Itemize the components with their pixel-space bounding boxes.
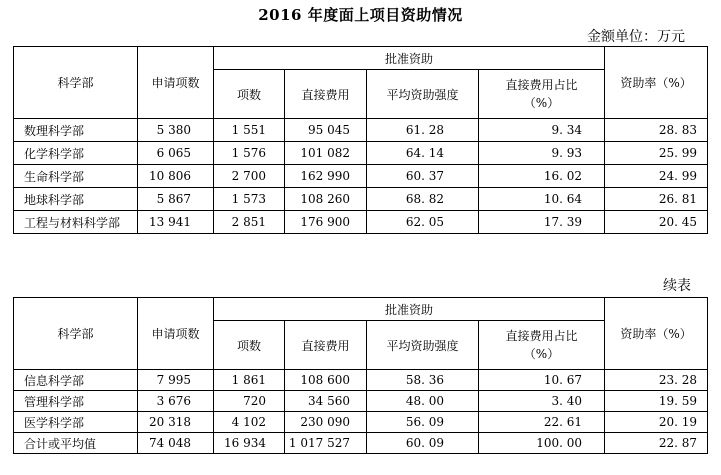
cell-avg-intensity: 60. 37 (367, 165, 479, 188)
cell-avg-intensity: 64. 14 (367, 142, 479, 165)
cell-count: 4 102 (214, 412, 285, 433)
cell-funding-rate: 26. 81 (605, 188, 708, 211)
header-direct-ratio-line1: 直接费用占比 (505, 329, 578, 343)
cell-count: 720 (214, 391, 285, 412)
header-direct-cost: 直接费用 (285, 321, 367, 370)
header-direct-ratio-line2: （%） (523, 347, 560, 361)
cell-dept: 工程与材料科学部 (14, 211, 138, 234)
funding-table-part2 (13, 297, 708, 454)
cell-count: 1 573 (214, 188, 285, 211)
cell-direct-cost: 162 990 (285, 165, 367, 188)
header-count: 项数 (214, 70, 285, 119)
cell-direct-ratio: 100. 00 (479, 433, 605, 454)
header-funding-rate: 资助率（%） (605, 47, 708, 119)
cell-funding-rate: 19. 59 (605, 391, 708, 412)
cell-funding-rate: 23. 28 (605, 370, 708, 391)
cell-direct-ratio: 22. 61 (479, 412, 605, 433)
header-count: 项数 (214, 321, 285, 370)
header-applications: 申请项数 (138, 298, 214, 370)
table-header-row (14, 298, 708, 321)
cell-count: 1 576 (214, 142, 285, 165)
cell-avg-intensity: 58. 36 (367, 370, 479, 391)
cell-count: 16 934 (214, 433, 285, 454)
cell-avg-intensity: 48. 00 (367, 391, 479, 412)
cell-avg-intensity: 60. 09 (367, 433, 479, 454)
cell-dept: 合计或平均值 (14, 433, 138, 454)
cell-direct-cost: 230 090 (285, 412, 367, 433)
cell-applications: 5 380 (138, 119, 214, 142)
cell-funding-rate: 20. 45 (605, 211, 708, 234)
cell-funding-rate: 24. 99 (605, 165, 708, 188)
header-avg-intensity: 平均资助强度 (367, 70, 479, 119)
table-header-row (14, 47, 708, 70)
cell-dept: 化学科学部 (14, 142, 138, 165)
cell-direct-ratio: 16. 02 (479, 165, 605, 188)
cell-count: 1 551 (214, 119, 285, 142)
cell-applications: 6 065 (138, 142, 214, 165)
cell-direct-ratio: 9. 34 (479, 119, 605, 142)
header-direct-ratio (479, 70, 605, 119)
table-row (14, 165, 708, 188)
header-approved: 批准资助 (214, 298, 605, 321)
cell-direct-ratio: 10. 67 (479, 370, 605, 391)
cell-direct-ratio: 3. 40 (479, 391, 605, 412)
cell-direct-cost: 1 017 527 (285, 433, 367, 454)
cell-avg-intensity: 61. 28 (367, 119, 479, 142)
cell-avg-intensity: 62. 05 (367, 211, 479, 234)
cell-direct-cost: 34 560 (285, 391, 367, 412)
cell-direct-ratio: 10. 64 (479, 188, 605, 211)
cell-applications: 3 676 (138, 391, 214, 412)
cell-count: 1 861 (214, 370, 285, 391)
cell-applications: 7 995 (138, 370, 214, 391)
header-dept: 科学部 (14, 47, 138, 119)
cell-direct-cost: 176 900 (285, 211, 367, 234)
cell-dept: 生命科学部 (14, 165, 138, 188)
cell-avg-intensity: 56. 09 (367, 412, 479, 433)
cell-funding-rate: 20. 19 (605, 412, 708, 433)
cell-direct-cost: 101 082 (285, 142, 367, 165)
header-avg-intensity: 平均资助强度 (367, 321, 479, 370)
cell-avg-intensity: 68. 82 (367, 188, 479, 211)
cell-dept: 管理科学部 (14, 391, 138, 412)
table-row (14, 142, 708, 165)
table-row (14, 119, 708, 142)
unit-note: 金额单位：万元 (587, 29, 685, 45)
continued-label: 续表 (663, 278, 691, 294)
table-row (14, 433, 708, 454)
header-funding-rate: 资助率（%） (605, 298, 708, 370)
table-row (14, 370, 708, 391)
cell-direct-ratio: 17. 39 (479, 211, 605, 234)
cell-applications: 13 941 (138, 211, 214, 234)
cell-dept: 地球科学部 (14, 188, 138, 211)
cell-applications: 74 048 (138, 433, 214, 454)
cell-funding-rate: 25. 99 (605, 142, 708, 165)
cell-dept: 信息科学部 (14, 370, 138, 391)
cell-count: 2 700 (214, 165, 285, 188)
cell-funding-rate: 28. 83 (605, 119, 708, 142)
cell-applications: 5 867 (138, 188, 214, 211)
header-direct-ratio (479, 321, 605, 370)
cell-dept: 数理科学部 (14, 119, 138, 142)
cell-direct-cost: 95 045 (285, 119, 367, 142)
funding-table-part1 (13, 46, 708, 234)
cell-applications: 10 806 (138, 165, 214, 188)
cell-direct-cost: 108 260 (285, 188, 367, 211)
header-applications: 申请项数 (138, 47, 214, 119)
cell-count: 2 851 (214, 211, 285, 234)
cell-applications: 20 318 (138, 412, 214, 433)
header-direct-ratio-line2: （%） (523, 96, 560, 110)
document-title: 2016 年度面上项目资助情况 (258, 6, 463, 24)
cell-direct-ratio: 9. 93 (479, 142, 605, 165)
cell-direct-cost: 108 600 (285, 370, 367, 391)
table-row (14, 412, 708, 433)
cell-funding-rate: 22. 87 (605, 433, 708, 454)
header-dept: 科学部 (14, 298, 138, 370)
header-approved: 批准资助 (214, 47, 605, 70)
table-row (14, 188, 708, 211)
table-row (14, 211, 708, 234)
header-direct-cost: 直接费用 (285, 70, 367, 119)
table-row (14, 391, 708, 412)
cell-dept: 医学科学部 (14, 412, 138, 433)
header-direct-ratio-line1: 直接费用占比 (505, 78, 578, 92)
